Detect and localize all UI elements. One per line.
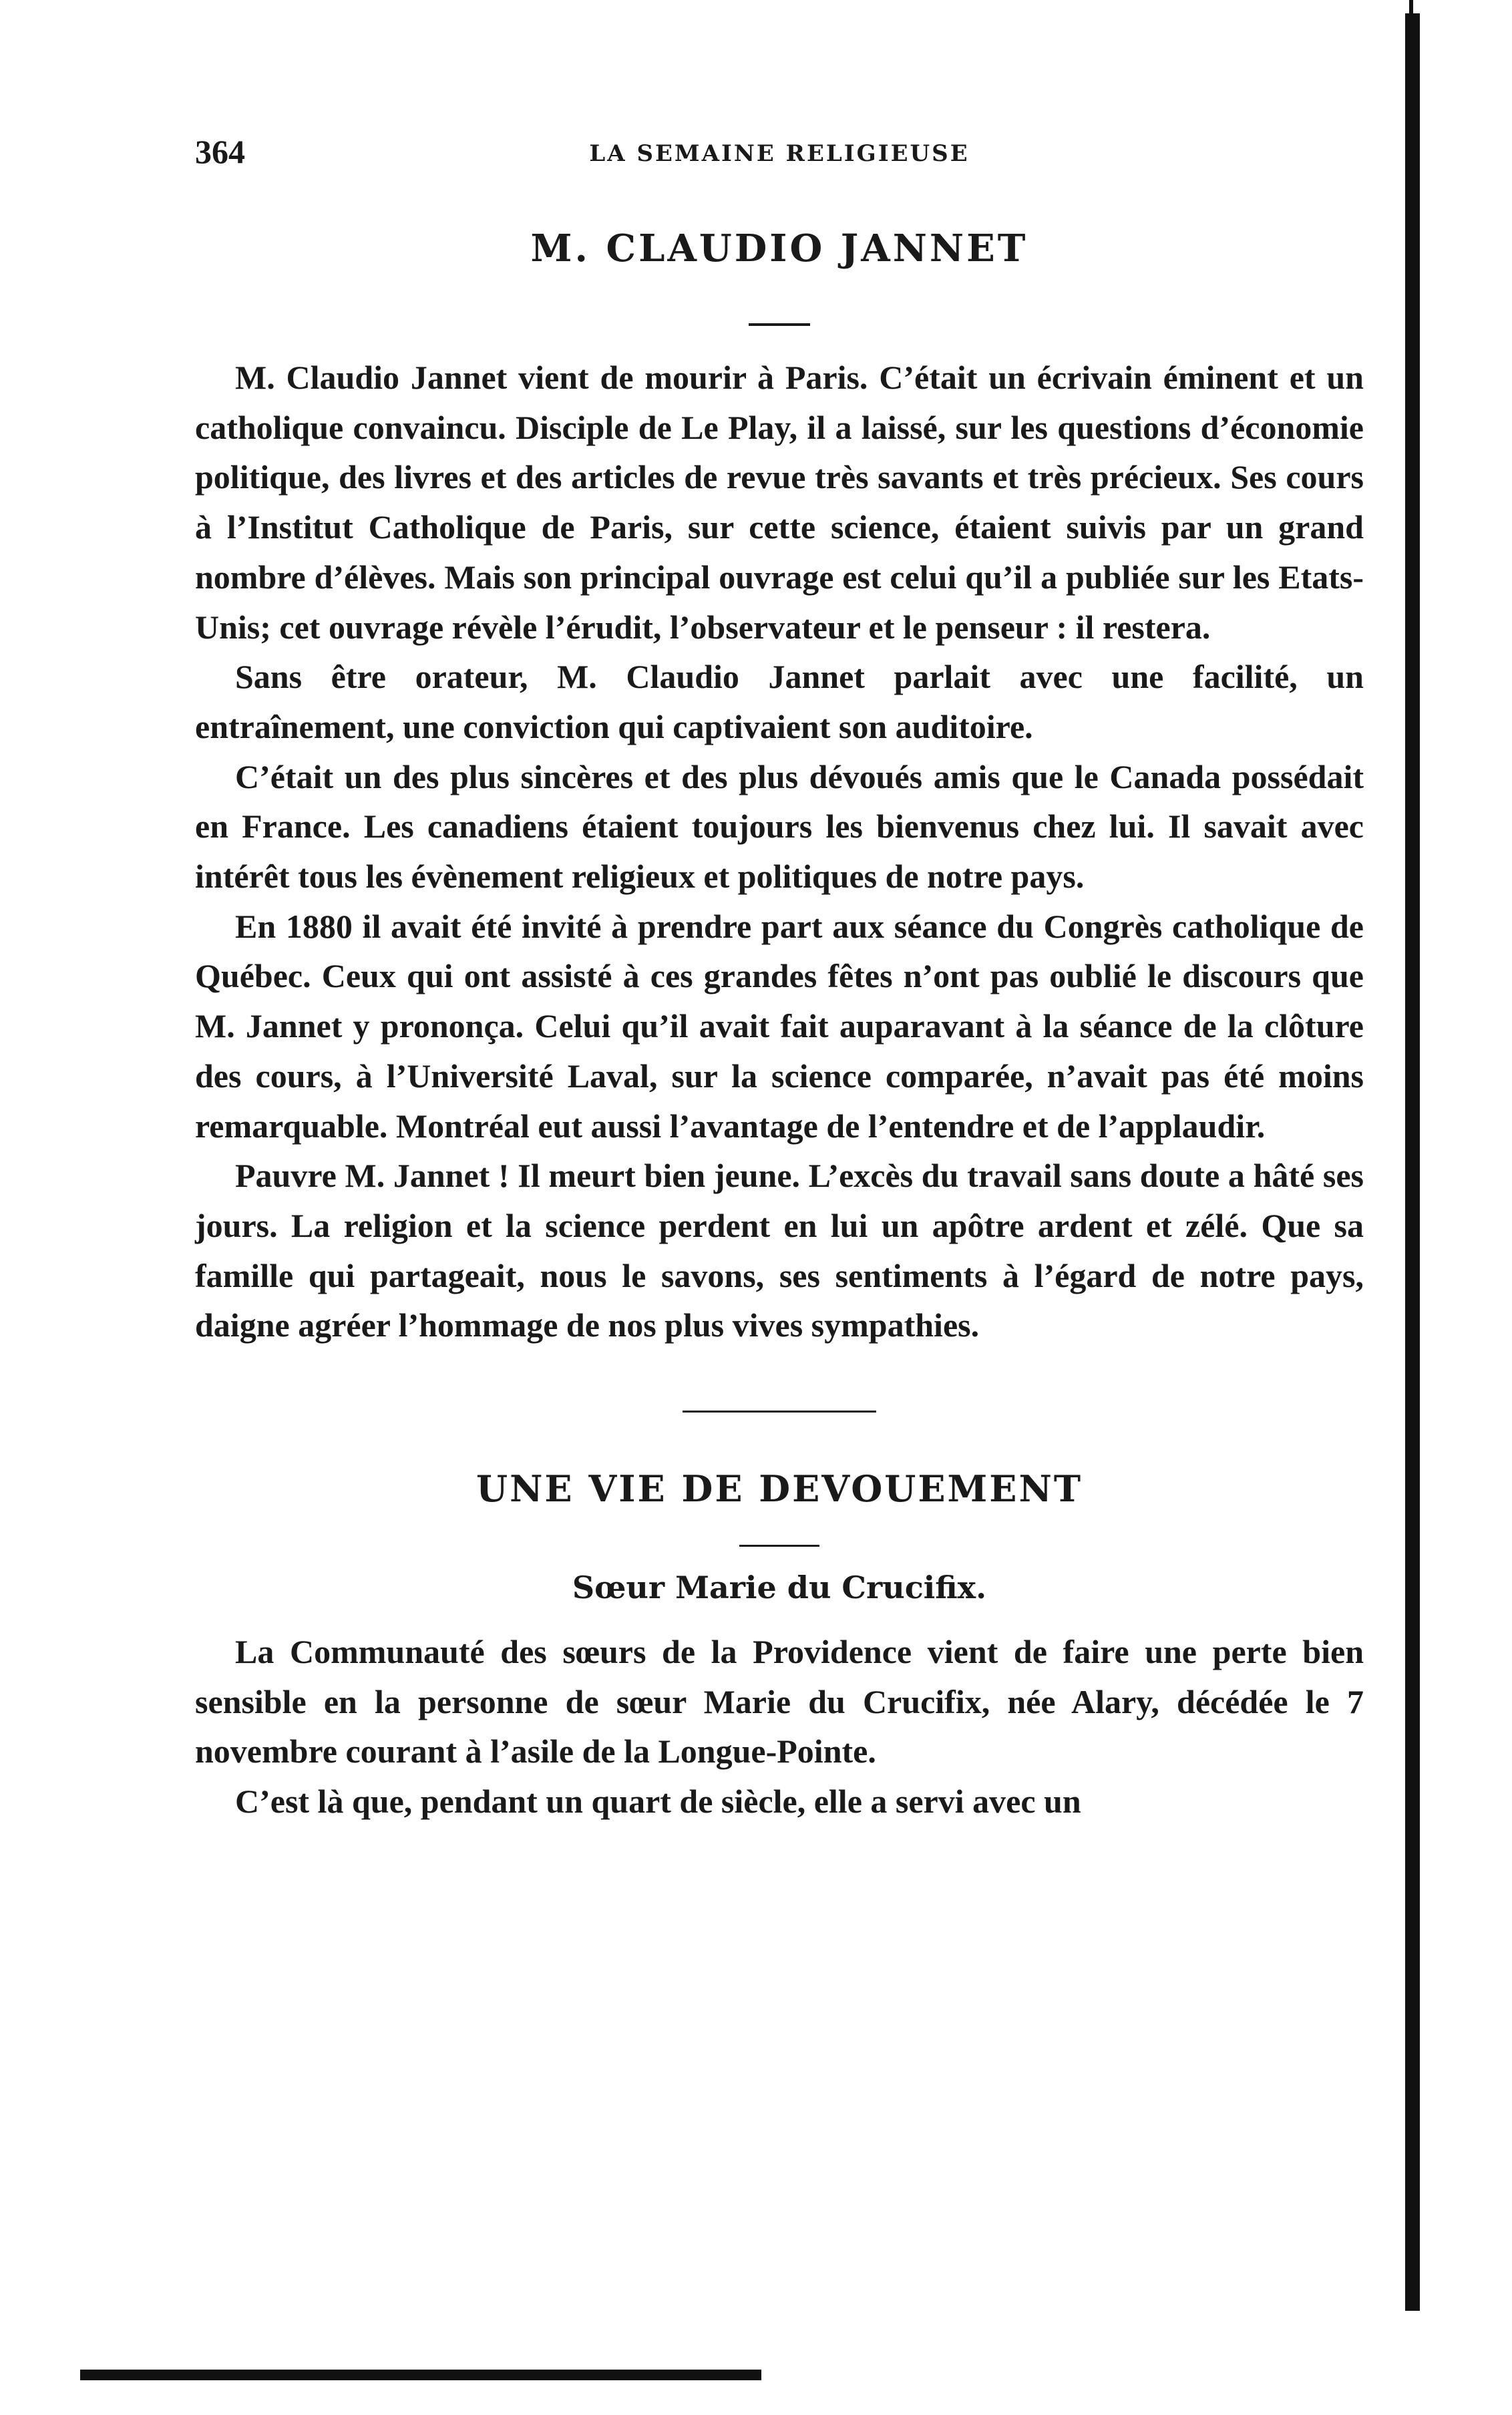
article-title: UNE VIE DE DEVOUEMENT <box>476 1467 1083 1511</box>
article-title: M. CLAUDIO JANNET <box>530 226 1028 270</box>
running-head <box>195 132 1364 179</box>
page-border-right <box>1405 13 1420 2311</box>
paragraph: Pauvre M. Jannet ! Il meurt bien jeune. L’excès du travail sans doute a hâté ses jours. La religion et la science perdent en lui un apôtre ardent et zélé. Que sa famille qui partageait, nous le savons, ses sentiments à l’égard de notre pays, daigne agréer l’hommage de nos plus vives sympathies. <box>195 1157 1364 1344</box>
paragraph: C’était un des plus sincères et des plus dévoués amis que le Canada possédait en France. Les canadiens étaient toujours les bienvenus chez lui. Il savait avec intérêt tous les évènement religieux et politiques de notre pays. <box>195 757 1364 896</box>
page-number: 364 <box>195 133 245 170</box>
text-column <box>195 212 1364 1827</box>
paragraph: M. Claudio Jannet vient de mourir à Paris. C’était un écrivain éminent et un catholique convaincu. Disciple de Le Play, il a laissé, sur les questions d’économie politique, des livres et des articles de revue très savants et très précieux. Ses cours à l’Institut Catholique de Paris, sur cette science, étaient suivis par un grand nombre d’élèves. Mais son principal ouvrage est celui qu’il a publiée sur les Etats-Unis; cet ouvrage révèle l’érudit, l’observateur et le penseur : il restera. <box>195 359 1364 646</box>
paragraph: C’est là que, pendant un quart de siècle, elle a servi avec un <box>235 1783 1081 1821</box>
paragraph: La Communauté des sœurs de la Providence vient de faire une perte bien sensible en la personne de sœur Marie du Crucifix, née Alary, décédée le 7 novembre courant à l’asile de la Longue-Pointe. <box>195 1633 1364 1771</box>
journal-title: LA SEMAINE RELIGIEUSE <box>589 140 970 167</box>
paragraph: Sans être orateur, M. Claudio Jannet parlait avec une facilité, un entraînement, une conviction qui captivaient son auditoire. <box>195 658 1364 745</box>
paragraph: En 1880 il avait été invité à prendre part aux séance du Congrès catholique de Québec. Ceux qui ont assisté à ces grandes fêtes n’ont pas oublié le discours que M. Jannet y prononça. Celui qu’il avait fait auparavant à la séance de la clôture des cours, à l’Université Laval, sur la science comparée, n’avait pas été moins remarquable. Montréal eut aussi l’avantage de l’entendre et de l’applaudir. <box>195 907 1364 1145</box>
title-rule <box>749 323 810 326</box>
article-subtitle: Sœur Marie du Crucifix. <box>572 1569 987 1606</box>
section-divider <box>683 1411 876 1413</box>
title-rule <box>739 1545 819 1547</box>
page-border-bottom <box>80 2370 761 2380</box>
